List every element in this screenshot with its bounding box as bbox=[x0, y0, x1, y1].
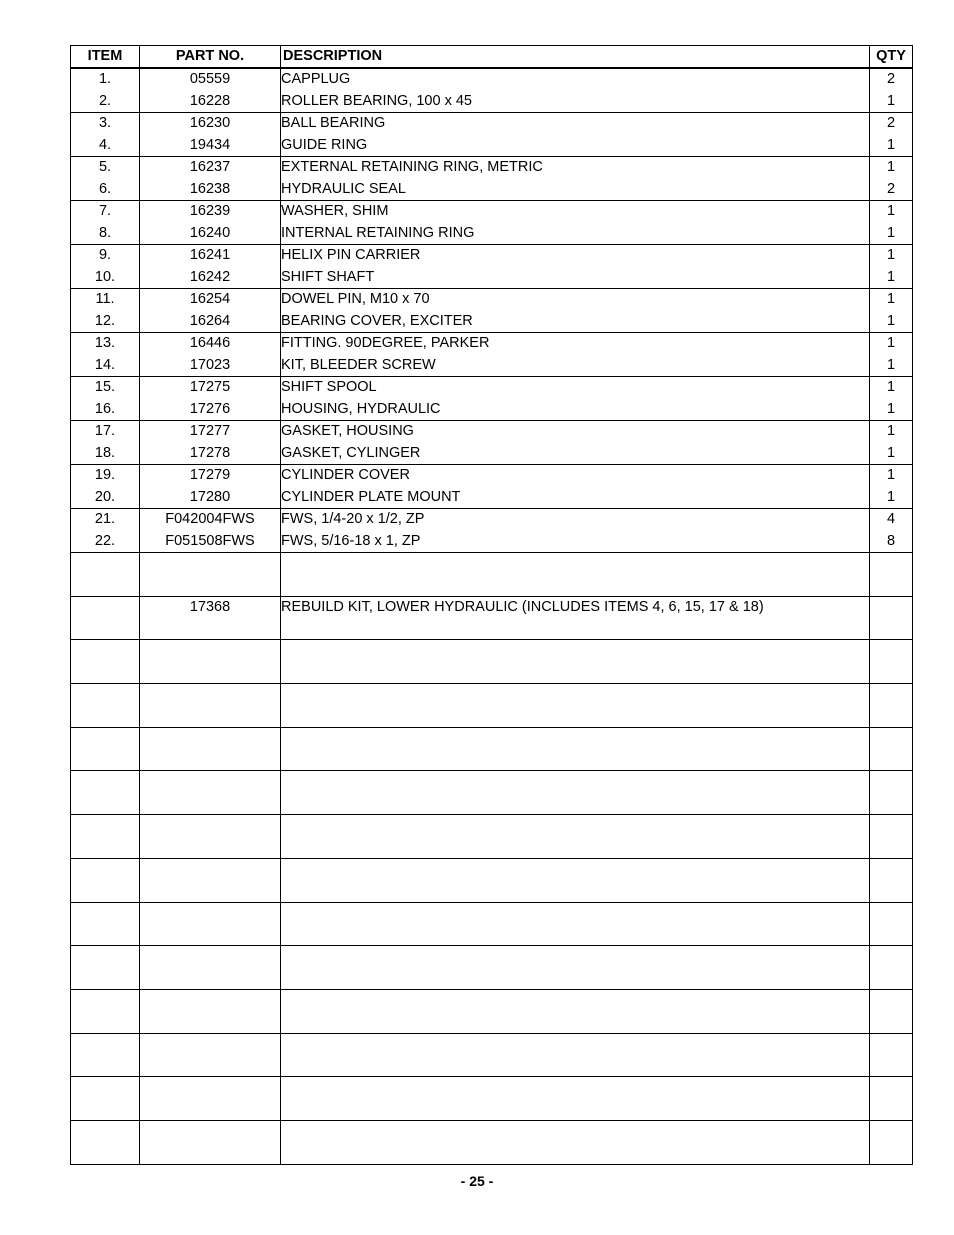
empty-row bbox=[71, 1033, 913, 1077]
empty-cell bbox=[281, 858, 870, 902]
part-no-cell: 16241 bbox=[140, 245, 281, 267]
empty-cell bbox=[71, 771, 140, 815]
empty-cell bbox=[140, 989, 281, 1033]
item-cell: 11. bbox=[71, 289, 140, 311]
item-cell: 2. bbox=[71, 91, 140, 113]
qty-cell: 8 bbox=[870, 531, 913, 553]
qty-cell: 1 bbox=[870, 267, 913, 289]
item-cell: 18. bbox=[71, 443, 140, 465]
description-cell: INTERNAL RETAINING RING bbox=[281, 223, 870, 245]
item-cell: 6. bbox=[71, 179, 140, 201]
qty-cell: 4 bbox=[870, 509, 913, 531]
description-cell: GASKET, HOUSING bbox=[281, 421, 870, 443]
part-no-cell: 16254 bbox=[140, 289, 281, 311]
part-no-cell: 17275 bbox=[140, 377, 281, 399]
empty-cell bbox=[71, 902, 140, 946]
table-row bbox=[71, 487, 913, 509]
qty-cell bbox=[870, 596, 913, 640]
qty-cell: 1 bbox=[870, 377, 913, 399]
description-cell: GASKET, CYLINGER bbox=[281, 443, 870, 465]
table-row bbox=[71, 531, 913, 553]
empty-cell bbox=[71, 684, 140, 728]
empty-cell bbox=[71, 946, 140, 990]
empty-cell bbox=[281, 727, 870, 771]
qty-cell: 1 bbox=[870, 487, 913, 509]
empty-cell bbox=[71, 858, 140, 902]
description-cell: HOUSING, HYDRAULIC bbox=[281, 399, 870, 421]
empty-cell bbox=[140, 727, 281, 771]
empty-cell bbox=[870, 902, 913, 946]
part-no-cell: F051508FWS bbox=[140, 531, 281, 553]
qty-cell: 1 bbox=[870, 465, 913, 487]
qty-cell: 2 bbox=[870, 68, 913, 91]
description-cell: SHIFT SPOOL bbox=[281, 377, 870, 399]
empty-cell bbox=[71, 815, 140, 859]
description-cell: CYLINDER PLATE MOUNT bbox=[281, 487, 870, 509]
item-cell: 20. bbox=[71, 487, 140, 509]
header-qty: QTY bbox=[870, 46, 913, 69]
table-row bbox=[71, 91, 913, 113]
table-row bbox=[71, 509, 913, 531]
part-no-cell: 17279 bbox=[140, 465, 281, 487]
empty-cell bbox=[140, 684, 281, 728]
empty-row bbox=[71, 1120, 913, 1164]
table-row bbox=[71, 443, 913, 465]
empty-row bbox=[71, 902, 913, 946]
description-cell: DOWEL PIN, M10 x 70 bbox=[281, 289, 870, 311]
table-row bbox=[71, 355, 913, 377]
item-cell: 4. bbox=[71, 135, 140, 157]
empty-cell bbox=[140, 640, 281, 684]
header-item: ITEM bbox=[71, 46, 140, 69]
empty-row bbox=[71, 553, 913, 597]
description-cell: FWS, 5/16-18 x 1, ZP bbox=[281, 531, 870, 553]
empty-cell bbox=[281, 815, 870, 859]
description-cell: BALL BEARING bbox=[281, 113, 870, 135]
item-cell: 3. bbox=[71, 113, 140, 135]
qty-cell: 1 bbox=[870, 223, 913, 245]
qty-cell: 1 bbox=[870, 399, 913, 421]
part-no-cell: 17276 bbox=[140, 399, 281, 421]
item-cell: 17. bbox=[71, 421, 140, 443]
empty-row bbox=[71, 640, 913, 684]
empty-cell bbox=[140, 902, 281, 946]
empty-cell bbox=[140, 1033, 281, 1077]
qty-cell: 1 bbox=[870, 333, 913, 355]
empty-cell bbox=[870, 946, 913, 990]
part-no-cell: 17277 bbox=[140, 421, 281, 443]
empty-cell bbox=[870, 771, 913, 815]
item-cell: 15. bbox=[71, 377, 140, 399]
empty-cell bbox=[281, 1120, 870, 1164]
part-no-cell: 16240 bbox=[140, 223, 281, 245]
description-cell: HELIX PIN CARRIER bbox=[281, 245, 870, 267]
description-cell: REBUILD KIT, LOWER HYDRAULIC (INCLUDES ITEMS 4, 6, 15, 17 & 18) bbox=[281, 596, 870, 640]
empty-cell bbox=[870, 684, 913, 728]
part-no-cell: F042004FWS bbox=[140, 509, 281, 531]
empty-row bbox=[71, 946, 913, 990]
empty-cell bbox=[71, 1077, 140, 1121]
qty-cell: 1 bbox=[870, 311, 913, 333]
part-no-cell: 16228 bbox=[140, 91, 281, 113]
part-no-cell: 17368 bbox=[140, 596, 281, 640]
empty-cell bbox=[281, 946, 870, 990]
table-row bbox=[71, 289, 913, 311]
part-no-cell: 16446 bbox=[140, 333, 281, 355]
qty-cell: 1 bbox=[870, 245, 913, 267]
description-cell: SHIFT SHAFT bbox=[281, 267, 870, 289]
empty-cell bbox=[870, 1033, 913, 1077]
item-cell: 5. bbox=[71, 157, 140, 179]
item-cell: 12. bbox=[71, 311, 140, 333]
part-no-cell: 16230 bbox=[140, 113, 281, 135]
empty-row bbox=[71, 989, 913, 1033]
table-row bbox=[71, 201, 913, 223]
rebuild-kit-row bbox=[71, 596, 913, 640]
table-row bbox=[71, 421, 913, 443]
table-header-row bbox=[71, 46, 913, 69]
part-no-cell: 17023 bbox=[140, 355, 281, 377]
description-cell: EXTERNAL RETAINING RING, METRIC bbox=[281, 157, 870, 179]
empty-cell bbox=[281, 989, 870, 1033]
empty-cell bbox=[870, 640, 913, 684]
item-cell: 7. bbox=[71, 201, 140, 223]
empty-cell bbox=[71, 553, 140, 597]
table-row bbox=[71, 223, 913, 245]
empty-cell bbox=[140, 815, 281, 859]
table-row bbox=[71, 68, 913, 91]
part-no-cell: 17280 bbox=[140, 487, 281, 509]
header-part-no: PART NO. bbox=[140, 46, 281, 69]
empty-cell bbox=[71, 989, 140, 1033]
description-cell: HYDRAULIC SEAL bbox=[281, 179, 870, 201]
page-number: - 25 - bbox=[460, 1173, 494, 1189]
part-no-cell: 16238 bbox=[140, 179, 281, 201]
empty-cell bbox=[140, 553, 281, 597]
table-row bbox=[71, 157, 913, 179]
empty-cell bbox=[140, 1077, 281, 1121]
item-cell bbox=[71, 596, 140, 640]
empty-cell bbox=[140, 946, 281, 990]
empty-cell bbox=[281, 1077, 870, 1121]
qty-cell: 1 bbox=[870, 157, 913, 179]
description-cell: ROLLER BEARING, 100 x 45 bbox=[281, 91, 870, 113]
qty-cell: 1 bbox=[870, 443, 913, 465]
empty-cell bbox=[281, 684, 870, 728]
part-no-cell: 17278 bbox=[140, 443, 281, 465]
table-row bbox=[71, 465, 913, 487]
item-cell: 16. bbox=[71, 399, 140, 421]
empty-cell bbox=[870, 1077, 913, 1121]
empty-cell bbox=[140, 771, 281, 815]
item-cell: 14. bbox=[71, 355, 140, 377]
empty-row bbox=[71, 1077, 913, 1121]
description-cell: CAPPLUG bbox=[281, 68, 870, 91]
table-row bbox=[71, 135, 913, 157]
part-no-cell: 16237 bbox=[140, 157, 281, 179]
empty-cell bbox=[870, 989, 913, 1033]
item-cell: 10. bbox=[71, 267, 140, 289]
empty-cell bbox=[71, 1033, 140, 1077]
item-cell: 9. bbox=[71, 245, 140, 267]
part-no-cell: 19434 bbox=[140, 135, 281, 157]
empty-cell bbox=[140, 1120, 281, 1164]
part-no-cell: 16242 bbox=[140, 267, 281, 289]
qty-cell: 2 bbox=[870, 179, 913, 201]
empty-cell bbox=[870, 858, 913, 902]
part-no-cell: 05559 bbox=[140, 68, 281, 91]
empty-cell bbox=[281, 771, 870, 815]
table-row bbox=[71, 179, 913, 201]
qty-cell: 1 bbox=[870, 91, 913, 113]
table-row bbox=[71, 399, 913, 421]
parts-list-table bbox=[70, 45, 913, 1165]
item-cell: 1. bbox=[71, 68, 140, 91]
description-cell: GUIDE RING bbox=[281, 135, 870, 157]
qty-cell: 1 bbox=[870, 201, 913, 223]
empty-cell bbox=[281, 902, 870, 946]
empty-cell bbox=[71, 727, 140, 771]
empty-row bbox=[71, 684, 913, 728]
table-row bbox=[71, 113, 913, 135]
item-cell: 8. bbox=[71, 223, 140, 245]
table-row bbox=[71, 333, 913, 355]
description-cell: WASHER, SHIM bbox=[281, 201, 870, 223]
empty-cell bbox=[281, 640, 870, 684]
empty-row bbox=[71, 858, 913, 902]
empty-cell bbox=[870, 815, 913, 859]
empty-cell bbox=[281, 1033, 870, 1077]
table-row bbox=[71, 377, 913, 399]
empty-cell bbox=[140, 858, 281, 902]
qty-cell: 1 bbox=[870, 289, 913, 311]
empty-row bbox=[71, 771, 913, 815]
item-cell: 22. bbox=[71, 531, 140, 553]
item-cell: 13. bbox=[71, 333, 140, 355]
qty-cell: 1 bbox=[870, 355, 913, 377]
empty-cell bbox=[870, 553, 913, 597]
empty-cell bbox=[71, 1120, 140, 1164]
empty-row bbox=[71, 727, 913, 771]
description-cell: FITTING. 90DEGREE, PARKER bbox=[281, 333, 870, 355]
item-cell: 19. bbox=[71, 465, 140, 487]
qty-cell: 2 bbox=[870, 113, 913, 135]
header-description: DESCRIPTION bbox=[281, 46, 870, 69]
part-no-cell: 16239 bbox=[140, 201, 281, 223]
empty-cell bbox=[71, 640, 140, 684]
description-cell: FWS, 1/4-20 x 1/2, ZP bbox=[281, 509, 870, 531]
part-no-cell: 16264 bbox=[140, 311, 281, 333]
qty-cell: 1 bbox=[870, 135, 913, 157]
table-row bbox=[71, 267, 913, 289]
description-cell: KIT, BLEEDER SCREW bbox=[281, 355, 870, 377]
item-cell: 21. bbox=[71, 509, 140, 531]
table-row bbox=[71, 311, 913, 333]
empty-row bbox=[71, 815, 913, 859]
description-cell: CYLINDER COVER bbox=[281, 465, 870, 487]
qty-cell: 1 bbox=[870, 421, 913, 443]
description-cell: BEARING COVER, EXCITER bbox=[281, 311, 870, 333]
table-row bbox=[71, 245, 913, 267]
empty-cell bbox=[870, 1120, 913, 1164]
empty-cell bbox=[870, 727, 913, 771]
empty-cell bbox=[281, 553, 870, 597]
